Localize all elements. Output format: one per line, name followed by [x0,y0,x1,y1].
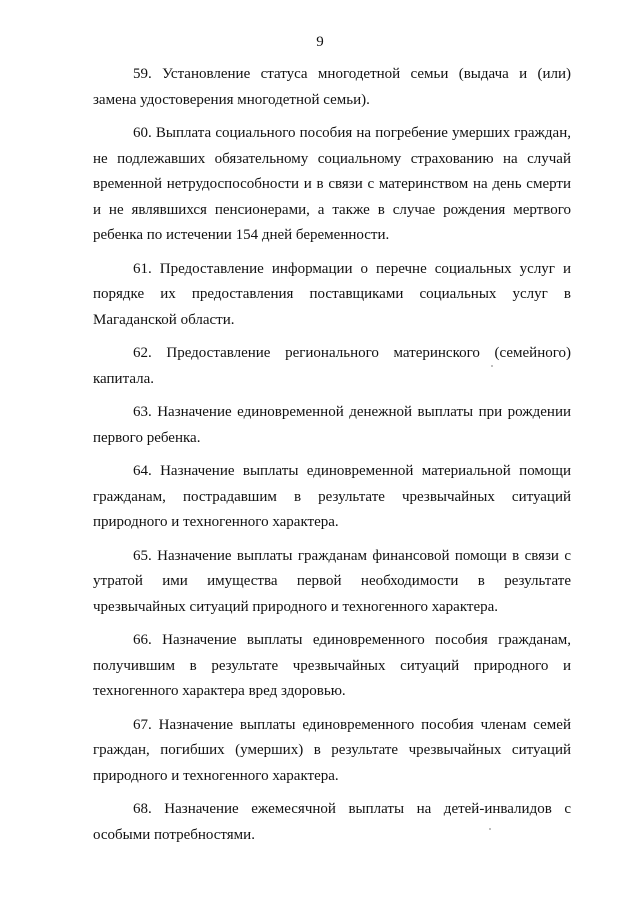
list-item: 60. Выплата социального пособия на погребение умерших граждан, не подлежавших обязательному социальному страхованию на случай временной нетрудоспособности и в связи с материнством на день смерти и не являвшихся пенсионерами, а также в случае рождения мертвого ребенка по истечении 154 дней беременности. [93,125,571,243]
list-item: 61. Предоставление информации о перечне социальных услуг и порядке их предоставления поставщиками социальных услуг в Магаданской области. [93,260,571,328]
list-item: 64. Назначение выплаты единовременной материальной помощи гражданам, пострадавшим в результате чрезвычайных ситуаций природного и техногенного характера. [93,463,571,530]
page-number: 9 [316,34,324,50]
list-item: 62. Предоставление регионального материнского (семейного) капитала. [93,345,571,387]
scan-speck [491,365,493,367]
list-item: 63. Назначение единовременной денежной выплаты при рождении первого ребенка. [93,404,571,446]
scan-speck [489,828,491,830]
list-item: 68. Назначение ежемесячной выплаты на детей-инвалидов с особыми потребностями. [93,801,571,843]
list-item: 67. Назначение выплаты единовременного пособия членам семей граждан, погибших (умерших) в результате чрезвычайных ситуаций природного и техногенного характера. [93,716,571,784]
list-item: 59. Установление статуса многодетной семьи (выдача и (или) замена удостоверения многодетной семьи). [93,66,571,108]
list-item: 65. Назначение выплаты гражданам финансовой помощи в связи с утратой ими имущества первой необходимости в результате чрезвычайных ситуаций природного и техногенного характера. [93,547,571,615]
list-item: 66. Назначение выплаты единовременного пособия гражданам, получившим в результате чрезвычайных ситуаций природного и техногенного характера вред здоровью. [93,632,571,699]
document-body [93,62,571,856]
